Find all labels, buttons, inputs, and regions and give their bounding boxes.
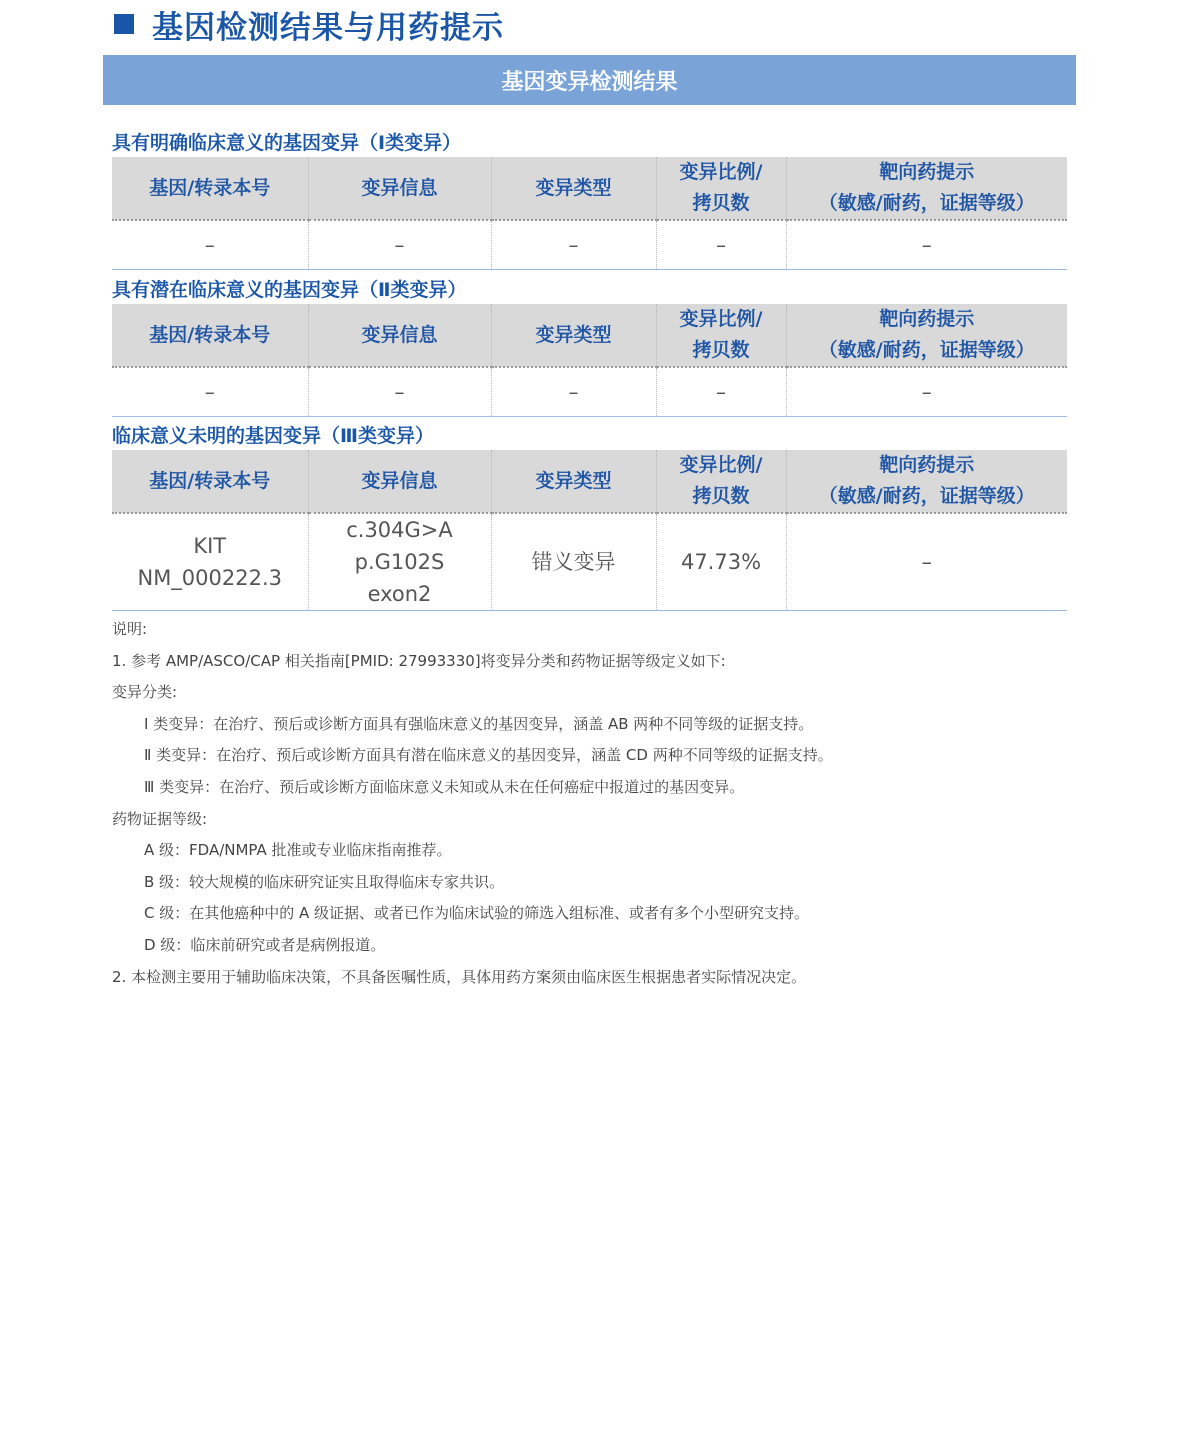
col-variant-header: 变异信息 [308,450,491,513]
cell-drug: – [786,220,1067,270]
tier2-table [112,304,1067,417]
table-row [112,513,1067,611]
col-gene-header: 基因/转录本号 [112,450,308,513]
cell-gene: – [112,220,308,270]
protein-change: p.G102S [354,550,445,574]
note-item: 1. 参考 AMP/ASCO/CAP 相关指南[PMID: 27993330]将变异分类和药物证据等级定义如下: [112,651,726,670]
cdna-change: c.304G>A [346,518,453,542]
cell-ratio: – [656,220,786,270]
tier1-table [112,157,1067,270]
heading-square-icon [114,14,134,34]
cell-variant: – [308,220,491,270]
cell-drug: – [786,367,1067,417]
cell-variant [308,513,491,611]
cell-type: – [491,367,656,417]
cell-ratio: 47.73% [656,513,786,611]
tier2-section [112,276,1067,417]
cell-gene [112,513,308,611]
notes [112,614,1112,993]
cell-ratio: – [656,367,786,417]
note-item: 2. 本检测主要用于辅助临床决策，不具备医嘱性质，具体用药方案须由临床医生根据患者实际情况决定。 [112,967,807,986]
col-type-header: 变异类型 [491,450,656,513]
col-drug-header: 靶向药提示 （敏感/耐药，证据等级） [786,157,1067,220]
col-gene-header: 基因/转录本号 [112,304,308,367]
section-title: 具有明确临床意义的基因变异（Ⅰ类变异） [112,132,462,154]
col-ratio-header: 变异比例/ 拷贝数 [656,304,786,367]
note-item: C 级：在其他癌种中的 A 级证据、或者已作为临床试验的筛选入组标准、或者有多个小型研究支持。 [144,904,810,923]
col-variant-header: 变异信息 [308,304,491,367]
note-item: B 级：较大规模的临床研究证实且取得临床专家共识。 [144,872,505,891]
cell-type: – [491,220,656,270]
col-type-header: 变异类型 [491,157,656,220]
cell-type: 错义变异 [491,513,656,611]
tier3-section [112,422,1067,611]
col-variant-header: 变异信息 [308,157,491,220]
cell-variant: – [308,367,491,417]
note-item: Ⅲ 类变异：在治疗、预后或诊断方面临床意义未知或从未在任何癌症中报道过的基因变异。 [144,777,745,796]
section-title: 具有潜在临床意义的基因变异（Ⅱ类变异） [112,279,467,301]
note-item: Ⅱ 类变异：在治疗、预后或诊断方面具有潜在临床意义的基因变异，涵盖 CD 两种不同等级的证据支持。 [144,746,833,765]
table-header-row [112,304,1067,367]
gene-name: KIT [193,534,227,558]
table-row [112,367,1067,417]
note-item: A 级：FDA/NMPA 批准或专业临床指南推荐。 [144,841,452,860]
note-item: 变异分类: [112,683,178,702]
note-item: D 级：临床前研究或者是病例报道。 [144,935,386,954]
note-item: 药物证据等级: [112,809,208,828]
tier3-table [112,450,1067,611]
col-type-header: 变异类型 [491,304,656,367]
tier1-section [112,129,1067,270]
table-header-row [112,157,1067,220]
page-title: 基因检测结果与用药提示 [152,9,504,46]
cell-gene: – [112,367,308,417]
section-title: 临床意义未明的基因变异（Ⅲ类变异） [112,425,434,447]
notes-title: 说明: [112,620,148,638]
col-gene-header: 基因/转录本号 [112,157,308,220]
table-row [112,220,1067,270]
table-header-row [112,450,1067,513]
transcript-id: NM_000222.3 [137,566,283,590]
col-ratio-header: 变异比例/ 拷贝数 [656,450,786,513]
col-drug-header: 靶向药提示 （敏感/耐药，证据等级） [786,304,1067,367]
exon: exon2 [367,582,432,606]
note-item: Ⅰ 类变异：在治疗、预后或诊断方面具有强临床意义的基因变异，涵盖 AB 两种不同等级的证据支持。 [144,714,814,733]
col-ratio-header: 变异比例/ 拷贝数 [656,157,786,220]
page-heading [114,2,504,46]
cell-drug: – [786,513,1067,611]
col-drug-header: 靶向药提示 （敏感/耐药，证据等级） [786,450,1067,513]
results-banner: 基因变异检测结果 [103,55,1076,105]
